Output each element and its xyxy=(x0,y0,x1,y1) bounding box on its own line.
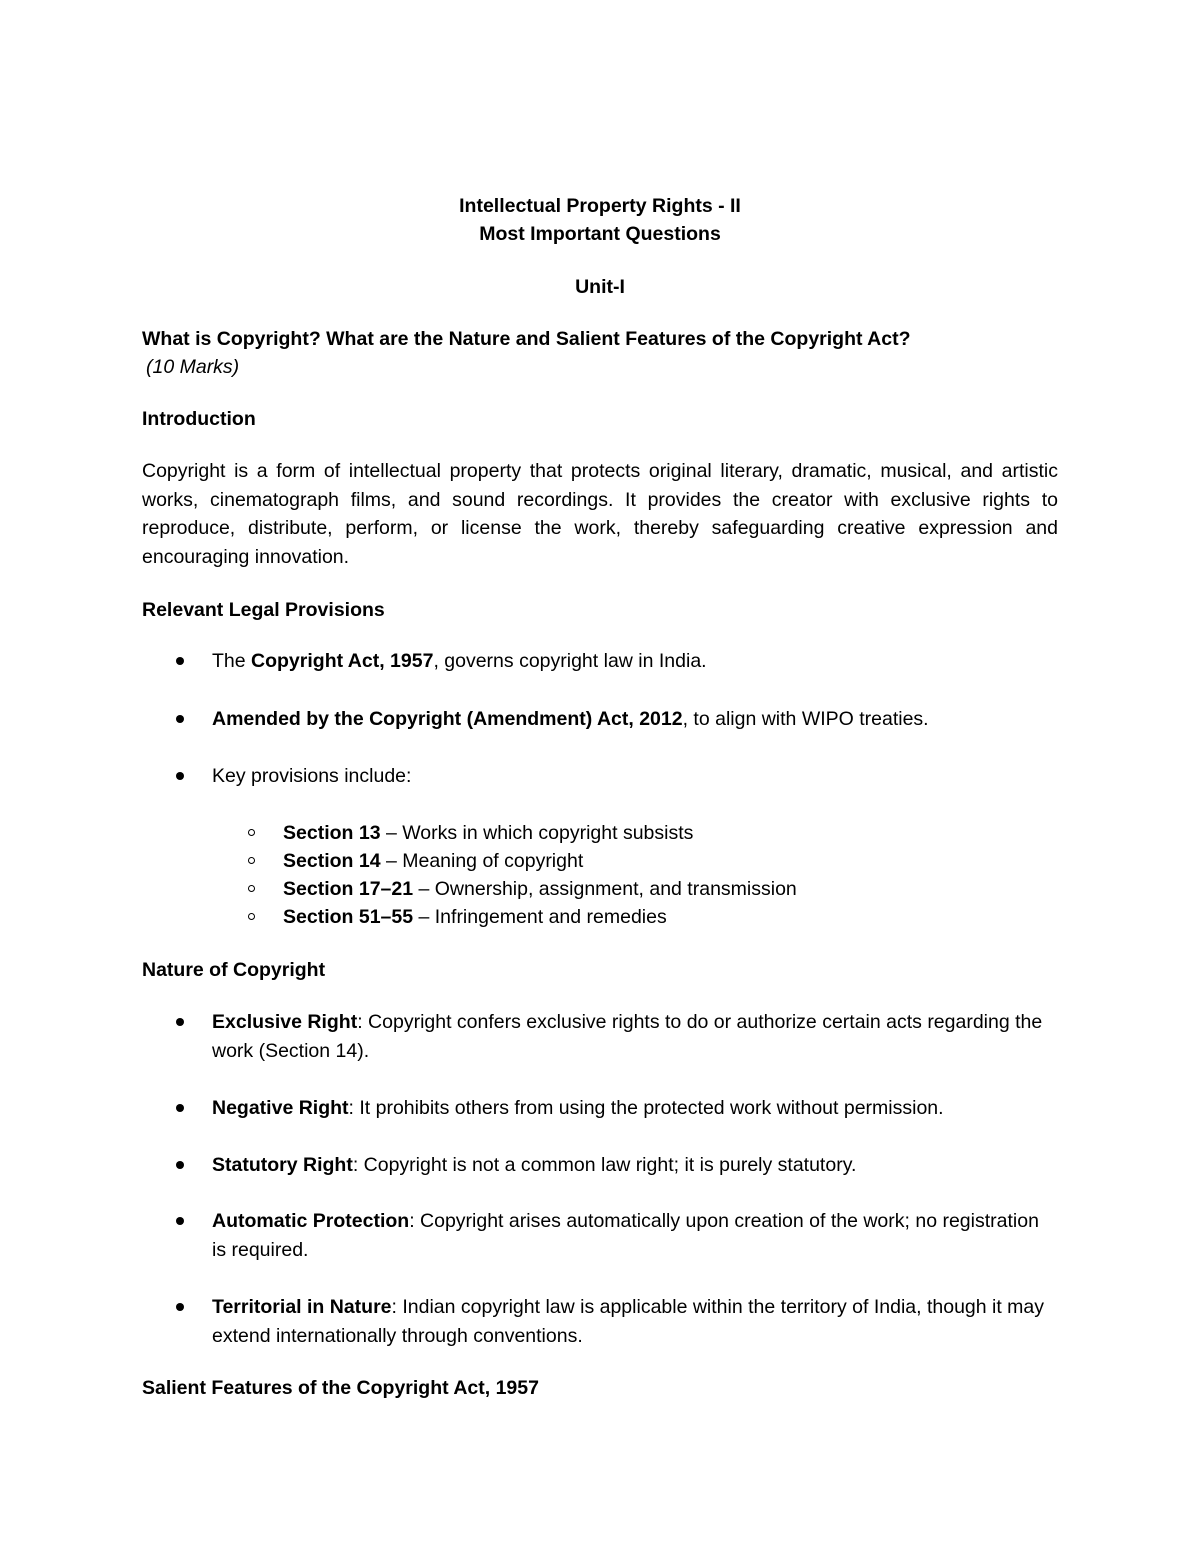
sub-list-item: Section 17–21 – Ownership, assignment, and transmission xyxy=(283,878,797,900)
list-item: Statutory Right: Copyright is not a common law right; it is purely statutory. xyxy=(212,1154,857,1176)
list-item: Territorial in Nature: Indian copyright law is applicable within the territory of India, though it may extend internationally through conventions. xyxy=(212,1296,1045,1347)
list-item: Exclusive Right: Copyright confers exclusive rights to do or authorize certain acts regarding the work (Section 14). xyxy=(212,1011,1043,1062)
bullet-icon xyxy=(176,1303,184,1311)
bullet-icon xyxy=(176,657,184,665)
circle-bullet-icon xyxy=(248,913,255,920)
circle-bullet-icon xyxy=(248,885,255,892)
bullet-icon xyxy=(176,772,184,780)
document-title: Intellectual Property Rights - II xyxy=(459,195,741,217)
list-item: The Copyright Act, 1957, governs copyright law in India. xyxy=(212,650,707,672)
circle-bullet-icon xyxy=(248,857,255,864)
legal-provisions-heading: Relevant Legal Provisions xyxy=(142,599,385,621)
bullet-icon xyxy=(176,1217,184,1225)
unit-heading: Unit-I xyxy=(575,276,625,298)
nature-heading: Nature of Copyright xyxy=(142,959,326,981)
sub-list-item: Section 14 – Meaning of copyright xyxy=(283,850,584,872)
question-text: What is Copyright? What are the Nature and Salient Features of the Copyright Act? xyxy=(142,328,911,350)
introduction-paragraph: Copyright is a form of intellectual property that protects original literary, dramatic, musical, and artistic works, cinematograph films, and sound recordings. It provides the creator with exclusive rights to reproduce, distribute, perform, or license the work, thereby safeguarding creative expression and encouraging innovation. xyxy=(142,460,1058,568)
question-marks: (10 Marks) xyxy=(146,356,240,378)
document-subtitle: Most Important Questions xyxy=(479,223,721,245)
circle-bullet-icon xyxy=(248,829,255,836)
list-item: Amended by the Copyright (Amendment) Act, 2012, to align with WIPO treaties. xyxy=(212,708,929,730)
salient-features-heading: Salient Features of the Copyright Act, 1957 xyxy=(142,1377,539,1399)
list-item: Key provisions include: xyxy=(212,765,412,787)
bullet-icon xyxy=(176,715,184,723)
sub-list-item: Section 51–55 – Infringement and remedies xyxy=(283,906,667,928)
list-item: Automatic Protection: Copyright arises automatically upon creation of the work; no registration is required. xyxy=(212,1210,1039,1261)
bullet-icon xyxy=(176,1018,184,1026)
sub-list-item: Section 13 – Works in which copyright subsists xyxy=(283,822,694,844)
bullet-icon xyxy=(176,1161,184,1169)
introduction-heading: Introduction xyxy=(142,408,256,430)
bullet-icon xyxy=(176,1104,184,1112)
list-item: Negative Right: It prohibits others from using the protected work without permission. xyxy=(212,1097,944,1119)
